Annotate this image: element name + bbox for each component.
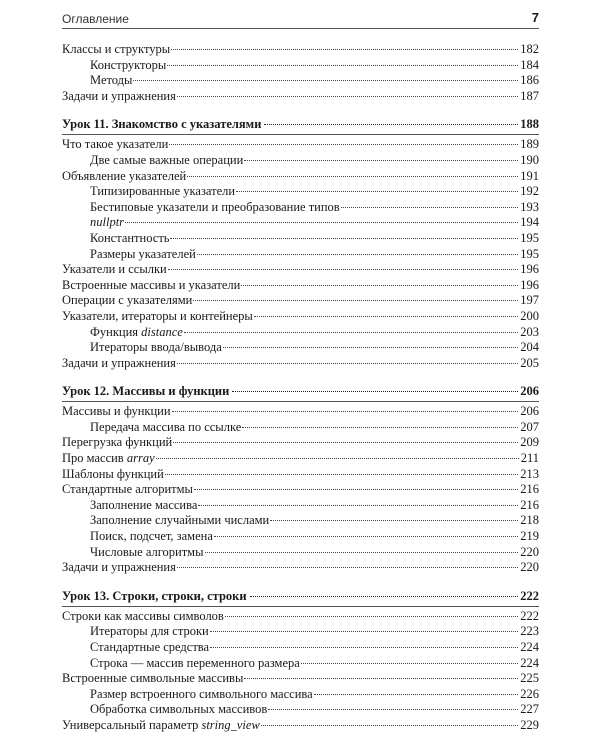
toc-entry[interactable] [62,404,539,420]
toc-entry[interactable] [62,687,539,703]
running-head-title: Оглавление [62,12,129,26]
toc-entry-page: 197 [520,293,539,308]
toc-entry[interactable] [62,309,539,325]
toc-entry-page: 192 [520,184,539,199]
dot-leader [133,80,518,81]
toc-entry-page: 220 [520,560,539,575]
toc-entry[interactable] [62,247,539,263]
toc-entry[interactable] [62,624,539,640]
lesson-heading[interactable] [62,383,539,400]
toc-entry-page: 218 [520,513,539,528]
dot-leader [170,238,518,239]
toc-entry-page: 224 [520,655,539,670]
toc-entry-page: 195 [520,246,539,261]
toc-entry[interactable] [62,702,539,718]
toc-entry-page: 213 [520,466,539,481]
toc-entry[interactable] [62,560,539,576]
toc-entry-title: Константность [90,230,170,245]
toc-entry-title: Шаблоны функций [62,466,164,481]
toc-entry[interactable] [62,42,539,58]
toc-entry[interactable] [62,262,539,278]
toc-entry[interactable] [62,340,539,356]
toc-entry-title: Заполнение случайными числами [90,513,270,528]
toc-entry[interactable] [62,467,539,483]
toc-entry-page: 184 [520,57,539,72]
toc-entry-page: 225 [520,671,539,686]
toc-entry-page: 223 [520,624,539,639]
dot-leader [177,363,518,364]
toc-entry[interactable] [62,498,539,514]
toc-entry-page: 207 [520,419,539,434]
dot-leader [194,489,518,490]
toc-entry-page: 196 [520,277,539,292]
dot-leader [341,207,519,208]
toc-entry-code-term: distance [141,324,183,339]
toc-entry-code-term: array [126,451,155,466]
toc-entry[interactable] [62,200,539,216]
toc-entry[interactable] [62,231,539,247]
toc-entry-page: 219 [520,529,539,544]
toc-entry[interactable] [62,529,539,545]
lesson-page: 222 [520,588,539,603]
dot-leader [261,725,518,726]
toc-entry-title: Стандартные алгоритмы [62,482,193,497]
toc-entry-page: 186 [520,73,539,88]
toc-entry-title: Заполнение массива [90,497,198,512]
toc-entry-page: 205 [520,355,539,370]
dot-leader [205,552,519,553]
toc-entry-title: Функция distance [90,324,183,339]
toc-entry-title: Две самые важные операции [90,152,244,167]
toc-entry-title: Конструкторы [90,57,167,72]
dot-leader [232,391,518,392]
toc-entry-page: 227 [520,702,539,717]
lesson-heading[interactable] [62,116,539,133]
dot-leader [254,316,518,317]
toc-entry-page: 190 [520,152,539,167]
lesson-title: Урок 12. Массивы и функции [62,384,230,399]
dot-leader [168,269,519,270]
toc-entry-page: 194 [520,215,539,230]
toc-entry-title: Бестиповые указатели и преобразование типов [90,199,340,214]
toc-entry[interactable] [62,671,539,687]
lesson-title: Урок 13. Строки, строки, строки [62,588,247,603]
dot-leader [223,347,519,348]
toc-entry[interactable] [62,58,539,74]
toc-entry-title: Указатели и ссылки [62,262,167,277]
toc-entry[interactable] [62,215,539,231]
toc-entry-title: Стандартные средства [90,640,210,654]
dot-leader [225,616,518,617]
dot-leader [172,411,519,412]
dot-leader [250,596,519,597]
dot-leader [193,300,518,301]
toc-entry-page: 226 [520,686,539,701]
dot-leader [177,567,518,568]
toc-entry-title: Про массив array [62,451,155,466]
dot-leader [268,709,518,710]
dot-leader [198,505,518,506]
toc-entry-title [90,215,124,231]
dot-leader [171,49,518,50]
toc-entry[interactable] [62,435,539,451]
toc-entry-title: Числовые алгоритмы [90,544,204,559]
toc-entry[interactable] [62,169,539,185]
toc-entry-title: Поиск, подсчет, замена [90,529,213,544]
toc-entry[interactable] [62,482,539,498]
toc-entry-title: Задачи и упражнения [62,88,176,103]
toc-entry[interactable] [62,656,539,672]
toc-entry-code-term: nullptr [90,215,125,230]
toc-entry-title: Массивы и функции [62,404,171,419]
toc-entry-title: Итераторы ввода/вывода [90,340,222,355]
page-number: 7 [531,10,539,25]
toc-entry-page: 204 [520,340,539,355]
toc-entry-title: Задачи и упражнения [62,355,176,370]
toc-entry-page: 191 [520,168,539,183]
toc-entry-title: Встроенные массивы и указатели [62,277,241,292]
toc-entry[interactable] [62,420,539,436]
dot-leader [241,285,518,286]
dot-leader [264,124,518,125]
toc-entry[interactable] [62,89,539,105]
toc-entry-page: 229 [520,717,539,732]
lesson-heading[interactable] [62,588,539,605]
toc-entry-title: Итераторы для строки [90,624,209,639]
toc-entry-page: 196 [520,262,539,277]
toc-entry[interactable] [62,545,539,561]
toc-entry[interactable] [62,325,539,341]
dot-leader [184,332,518,333]
toc-entry-page: 189 [520,137,539,152]
toc-entry-title: Строка — массив переменного размера [90,655,300,670]
dot-leader [169,144,518,145]
toc-entry-title: Типизированные указатели [90,184,236,199]
toc-entry-title: Объявление указателей [62,168,187,183]
toc-entry-code-term: string_view [201,717,260,732]
toc-entry-title: Перегрузка функций [62,435,173,450]
toc-entry[interactable] [62,451,539,467]
lesson-title: Урок 11. Знакомство с указателями [62,117,262,132]
toc-entry-title: Операции с указателями [62,293,193,308]
toc-entry-page: 187 [520,88,539,103]
page-header [62,10,539,29]
toc-entry-title: Строки как массивы символов [62,608,224,623]
toc-entry-page: 203 [520,324,539,339]
dot-leader [244,678,518,679]
dot-leader [197,254,518,255]
toc-entry[interactable] [62,293,539,309]
toc-entry-page: 193 [520,199,539,214]
dot-leader [270,520,518,521]
toc-entry-page: 216 [520,497,539,512]
toc-entry-title: Что такое указатели [62,137,169,152]
dot-leader [187,176,518,177]
toc-entry[interactable] [62,278,539,294]
toc-entry-page: 200 [520,308,539,323]
dot-leader [301,663,518,664]
toc-entry[interactable] [62,513,539,529]
toc-entry-page: 222 [520,608,539,623]
dot-leader [167,65,518,66]
toc-entry-page: 211 [520,451,539,466]
toc-entry-title: Обработка символьных массивов [90,702,268,717]
dot-leader [177,96,518,97]
toc-entry-title: Задачи и упражнения [62,560,176,575]
toc-entry[interactable] [62,73,539,89]
dot-leader [210,631,519,632]
dot-leader [314,694,519,695]
toc-entry[interactable] [62,137,539,153]
toc-entry[interactable] [62,609,539,625]
toc-entry-title: Встроенные символьные массивы [62,671,244,686]
toc-entry-page: 216 [520,482,539,497]
toc-entry[interactable] [62,640,539,656]
dot-leader [210,647,518,648]
toc-entry[interactable] [62,718,539,734]
dot-leader [125,222,518,223]
toc-entry[interactable] [62,184,539,200]
toc-entry-page: 182 [520,42,539,56]
toc-entry-page: 220 [520,544,539,559]
lesson-page: 188 [520,117,539,132]
toc-entry-title: Размер встроенного символьного массива [90,686,313,701]
table-of-contents [62,42,539,734]
dot-leader [165,474,518,475]
toc-entry[interactable] [62,356,539,372]
toc-entry-title: Указатели, итераторы и контейнеры [62,308,253,323]
dot-leader [173,442,518,443]
dot-leader [236,191,518,192]
toc-entry[interactable] [62,153,539,169]
toc-entry-page: 206 [520,404,539,419]
lesson-page: 206 [520,384,539,399]
dot-leader [156,458,519,459]
toc-entry-title: Методы [90,73,133,88]
toc-entry-title: Передача массива по ссылке [90,419,242,434]
toc-entry-page: 209 [520,435,539,450]
dot-leader [244,160,518,161]
toc-entry-page: 195 [520,230,539,245]
dot-leader [214,536,518,537]
toc-entry-title: Классы и структуры [62,42,171,56]
toc-entry-title: Универсальный параметр string_view [62,717,260,732]
toc-entry-page: 224 [520,640,539,654]
dot-leader [242,427,518,428]
toc-entry-title: Размеры указателей [90,246,196,261]
